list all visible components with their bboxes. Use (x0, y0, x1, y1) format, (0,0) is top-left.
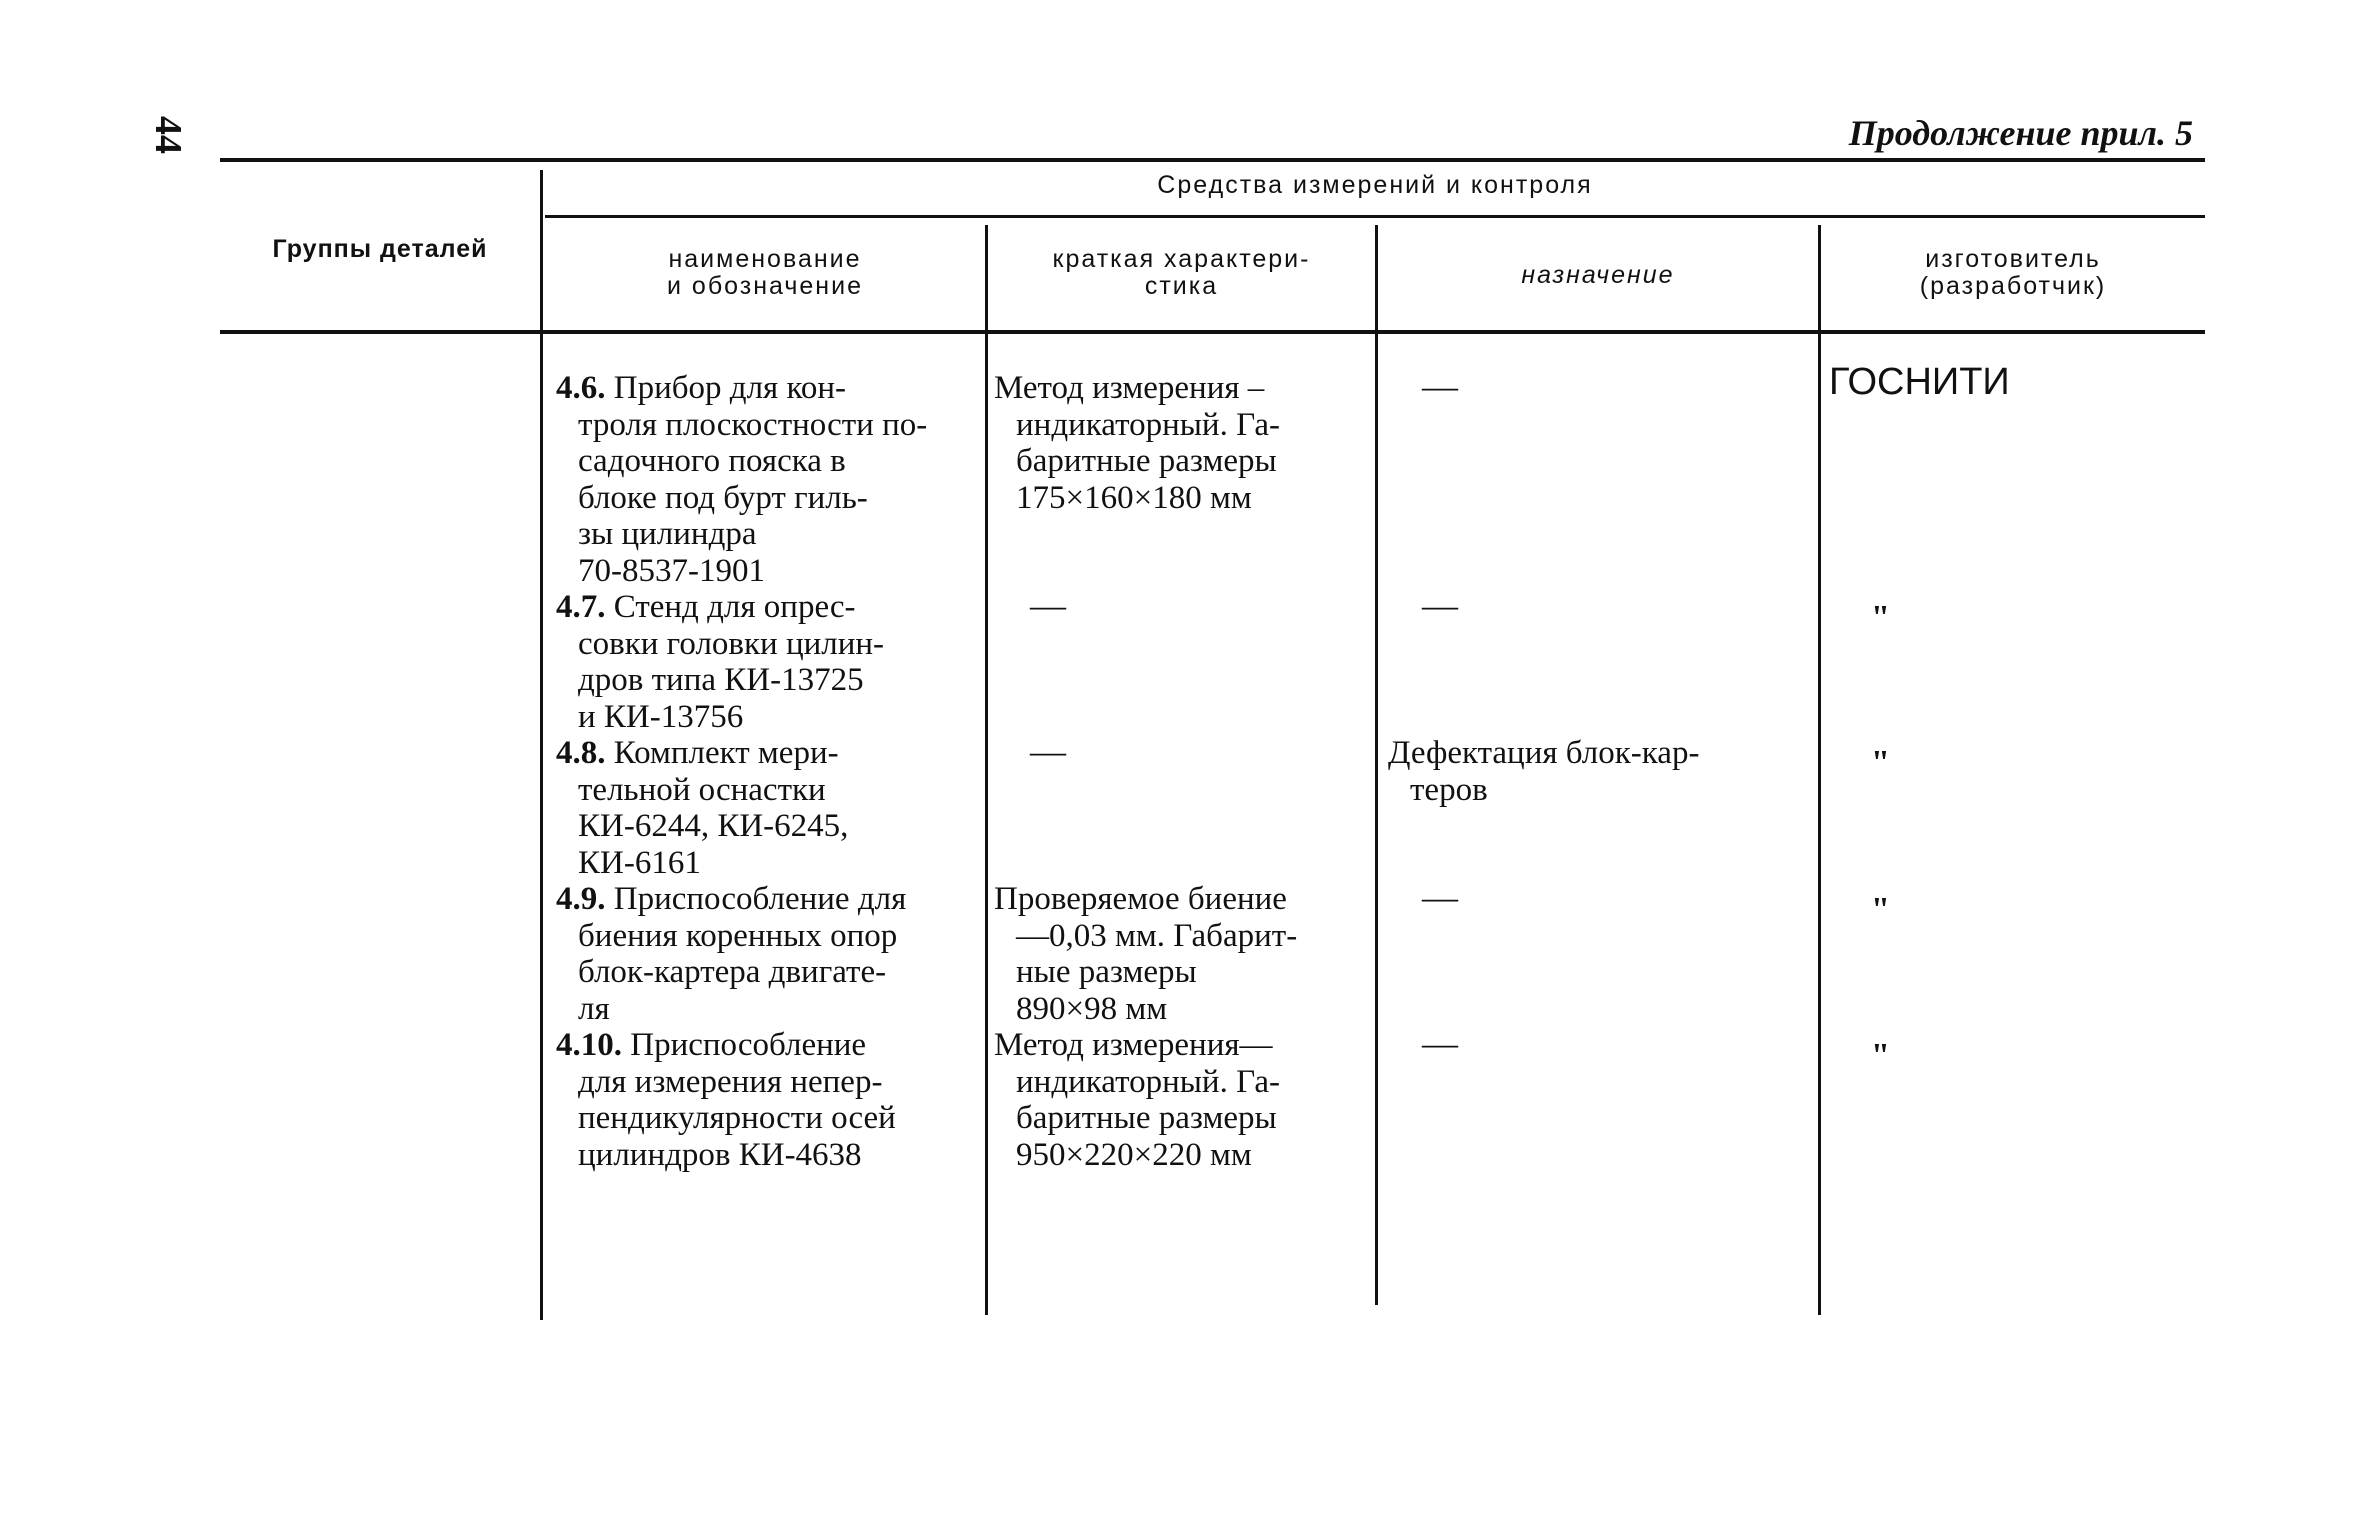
char-line: баритные размеры (1016, 1100, 1277, 1136)
row-4-8-characteristic: — (1030, 731, 1066, 771)
row-4-10-characteristic (994, 1027, 1356, 1173)
row-4-6-maker: ГОСНИТИ (1829, 361, 2010, 403)
row-4-6-name (556, 370, 972, 589)
name-line: блок-картера двигате- (578, 954, 887, 990)
purpose-line: теров (1410, 771, 1488, 808)
row-4-9-maker-ditto: " (1871, 891, 1890, 928)
col-divider-char (1375, 225, 1378, 1305)
char-line: индикаторный. Га- (1016, 1063, 1280, 1100)
page-number: 44 (147, 116, 189, 154)
continuation-label: Продолжение прил. 5 (1848, 113, 2193, 153)
name-line: биения коренных опор (578, 917, 898, 954)
name-line: троля плоскостности по- (578, 406, 928, 443)
name-line: ля (578, 990, 610, 1027)
col-divider-purpose (1818, 225, 1821, 1315)
item-number: 4.9. (556, 881, 606, 917)
row-4-8-maker-ditto: " (1871, 744, 1890, 781)
char-line: 950×220×220 мм (1016, 1136, 1252, 1173)
name-line: КИ-6244, КИ-6245, (578, 808, 849, 844)
header-char-line: стика (1144, 272, 1219, 300)
row-4-9-purpose: — (1422, 877, 1458, 917)
header-name-line: наименование (668, 245, 862, 273)
name-line: и КИ-13756 (578, 698, 744, 735)
row-4-10-name (556, 1027, 972, 1173)
header-means-group: Средства измерений и контроля (1157, 171, 1593, 199)
name-line: 70-8537-1901 (578, 552, 765, 589)
char-line: —0,03 мм. Габарит- (1016, 917, 1298, 954)
header-maker (1821, 246, 2205, 300)
name-line: зы цилиндра (578, 516, 757, 552)
header-char-line: краткая характери- (1052, 245, 1311, 273)
char-line: баритные размеры (1016, 443, 1277, 479)
header-maker-line: (разработчик) (1919, 272, 2107, 300)
header-characteristic (988, 246, 1375, 300)
row-4-7-characteristic: — (1030, 585, 1066, 625)
char-line: Проверяемое биение (994, 881, 1287, 917)
name-line: цилиндров КИ-4638 (578, 1136, 862, 1173)
row-4-10-maker-ditto: " (1871, 1037, 1890, 1074)
means-group-rule (545, 215, 2205, 218)
header-maker-line: изготовитель (1925, 245, 2101, 273)
name-line: тельной оснастки (578, 771, 826, 808)
header-purpose: назначение (1521, 261, 1675, 289)
row-4-9-name (556, 881, 972, 1027)
char-line: Метод измерения – (994, 370, 1265, 406)
name-line: дров типа КИ-13725 (578, 662, 864, 698)
header-name (545, 246, 985, 300)
header-bottom-rule (220, 330, 2205, 334)
char-line: ные размеры (1016, 954, 1197, 990)
char-line: 890×98 мм (1016, 990, 1168, 1027)
name-line: Прибор для кон- (613, 370, 846, 406)
col-divider-name (985, 225, 988, 1315)
name-line: пендикулярности осей (578, 1100, 896, 1136)
row-4-7-purpose: — (1422, 585, 1458, 625)
item-number: 4.10. (556, 1027, 622, 1063)
name-line: совки головки цилин- (578, 625, 885, 662)
name-line: КИ-6161 (578, 844, 701, 881)
row-4-8-purpose (1388, 735, 1798, 808)
row-4-6-characteristic (994, 370, 1356, 516)
row-4-8-name (556, 735, 972, 881)
name-line: Комплект мери- (613, 735, 839, 771)
name-line: для измерения непер- (578, 1063, 883, 1100)
row-4-6-purpose: — (1422, 366, 1458, 406)
char-line: 175×160×180 мм (1016, 479, 1252, 516)
item-number: 4.6. (556, 370, 606, 406)
item-number: 4.7. (556, 589, 606, 625)
header-name-line: и обозначение (667, 272, 863, 300)
name-line: Приспособление для (613, 881, 907, 917)
purpose-line: Дефектация блок-кар- (1388, 735, 1700, 771)
item-number: 4.8. (556, 735, 606, 771)
char-line: индикаторный. Га- (1016, 406, 1280, 443)
name-line: Приспособление (630, 1027, 867, 1063)
name-line: садочного пояска в (578, 443, 846, 479)
header-groups: Группы деталей (272, 235, 488, 263)
name-line: блоке под бурт гиль- (578, 479, 868, 516)
char-line: Метод измерения— (994, 1027, 1273, 1063)
row-4-9-characteristic (994, 881, 1356, 1027)
col-divider-groups (540, 170, 543, 1320)
row-4-7-name (556, 589, 972, 735)
top-rule (220, 158, 2205, 162)
row-4-7-maker-ditto: " (1871, 599, 1890, 636)
name-line: Стенд для опрес- (613, 589, 856, 625)
row-4-10-purpose: — (1422, 1023, 1458, 1063)
